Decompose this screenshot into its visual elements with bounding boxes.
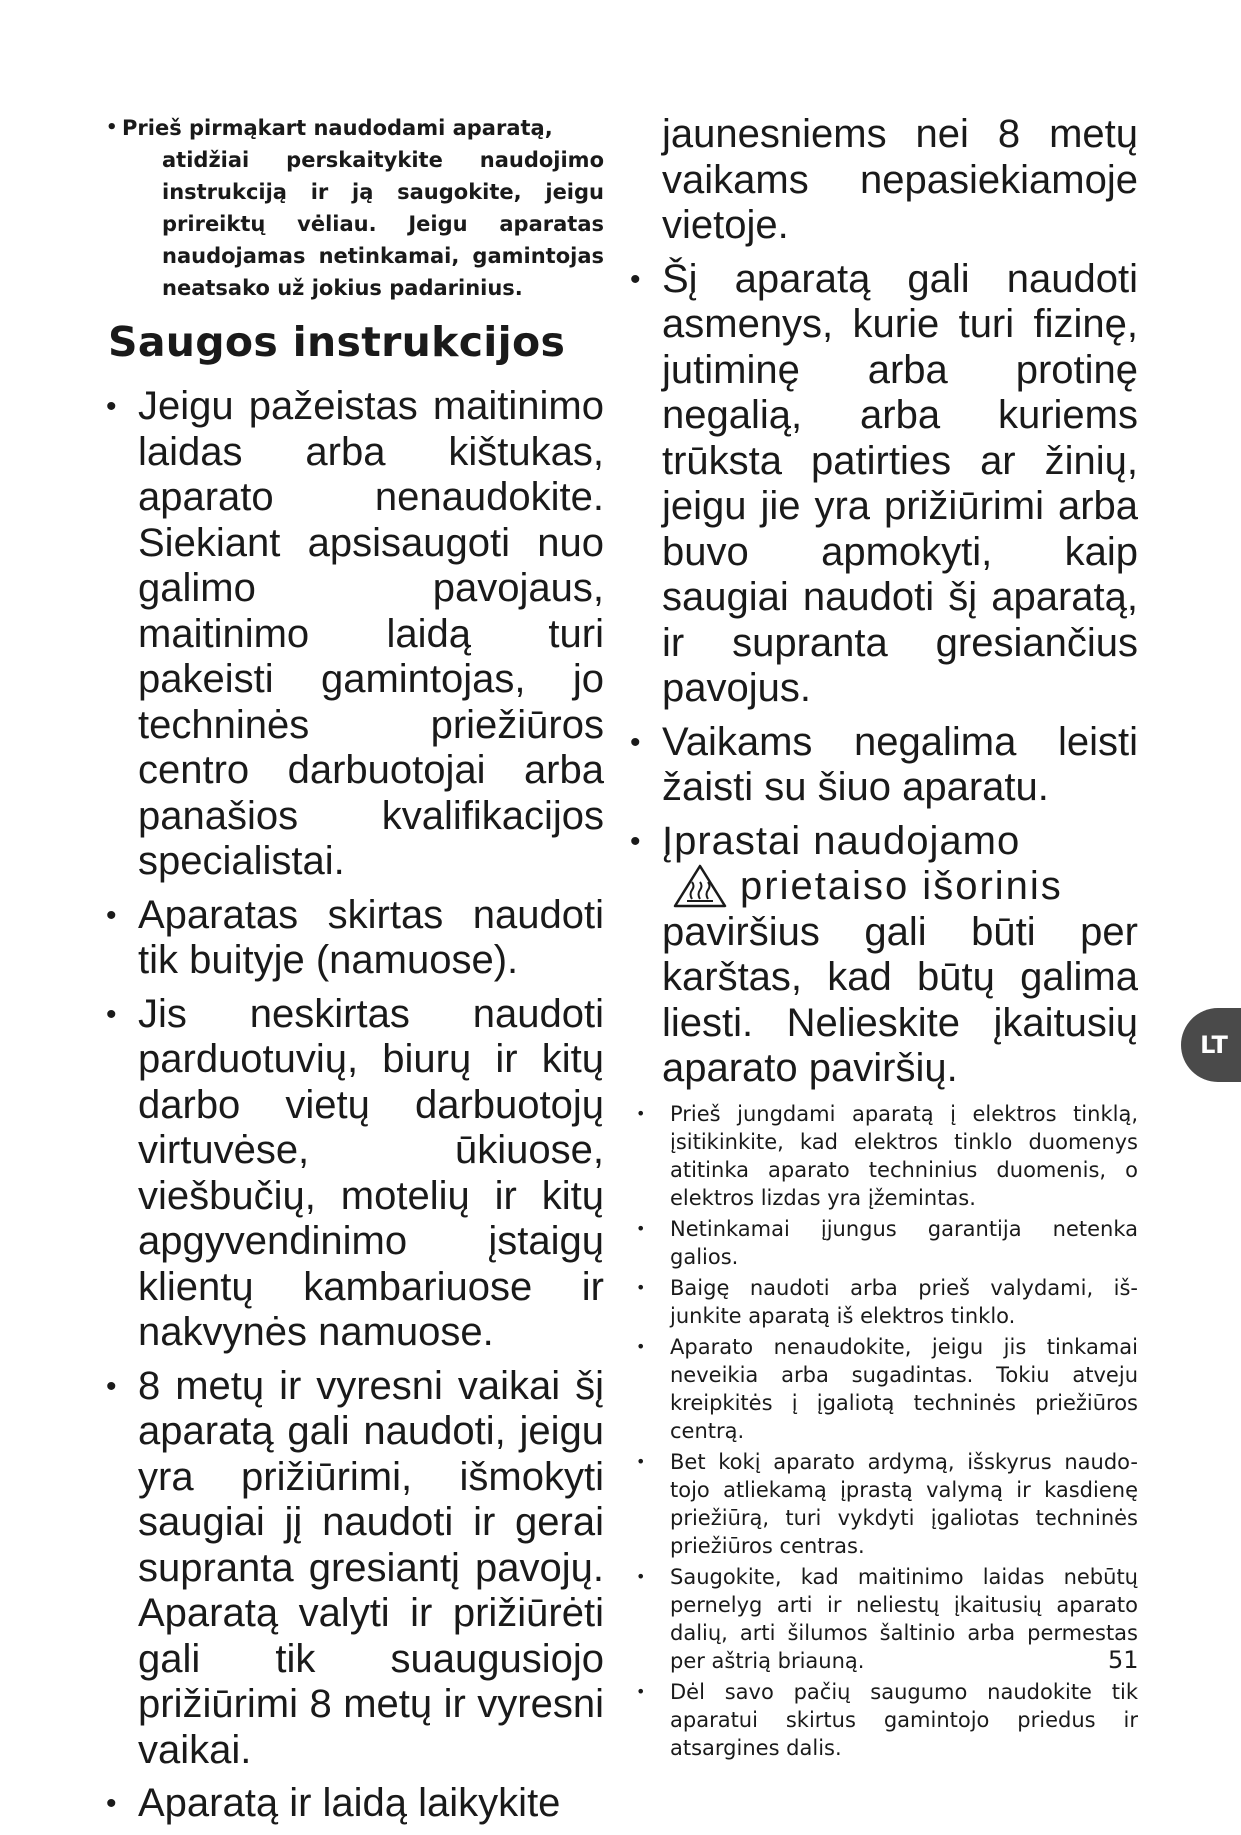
intro-item (106, 112, 604, 304)
list-item-text: Aparatas skirtas naudoti tik buityje (namuose). (138, 892, 604, 982)
left-column (106, 112, 604, 1835)
list-item-text: Vaikams negalima leisti žaisti su šiuo aparatu. (662, 719, 1138, 809)
list-item-text: Aparatą ir laidą laikykite (138, 1781, 561, 1825)
list-item (630, 257, 1138, 712)
list-item-hot-surface (630, 819, 1138, 1092)
hot-item-rest: paviršius gali būti per karštas, kad būtų galima liesti. Nelieskite įkaitusių aparato paviršių. (662, 909, 1138, 1090)
list-item (106, 1364, 604, 1774)
bullet: • (106, 1369, 117, 1403)
list-item (106, 893, 604, 984)
list-item-text: Netinkamai įjungus garantija netenka galios. (670, 1216, 1138, 1269)
bullet: • (106, 898, 117, 932)
list-item-text: jaunesniems nei 8 metų vaikams nepasiekiamoje vietoje. (662, 112, 1138, 247)
list-item-text: Šį aparatą gali naudoti asmenys, kurie turi fizinę, jutiminę arba protinę negalią, arba kuriems trūksta patirties ar žinių, jeigu jie yra prižiūrimi arba buvo apmokyti, kaip saugiai naudoti šį aparatą, ir supranta gresiančius pavojus. (662, 256, 1138, 710)
bullet: • (636, 1277, 646, 1297)
list-item (106, 1781, 604, 1827)
list-item (106, 992, 604, 1356)
bullet: • (106, 117, 118, 138)
hot-item-line1: Įprastai naudojamo (662, 818, 1021, 863)
list-item (630, 1100, 1138, 1212)
language-tab: LT (1181, 1008, 1241, 1082)
bullet: • (636, 1681, 646, 1701)
bullet: • (636, 1451, 646, 1471)
bullet: • (636, 1218, 646, 1238)
list-item-text: 8 metų ir vyresni vaikai šį aparatą gali naudoti, jeigu yra prižiūrimi, išmokyti saugiai jį naudoti ir gerai supranta gresiantį pavojų. Aparatą valyti ir prižiūrėti gali tik suaugusiojo prižiūrimi 8 metų ir vyresni vaikai. (138, 1363, 604, 1772)
safety-list-small (630, 1100, 1138, 1762)
list-item-text: Jis neskirtas naudoti parduotuvių, biurų ir kitų darbo vietų darbuotojų virtuvėse, ūkiuose, viešbučių, motelių ir kitų apgyvendinimo įstaigų klientų kambariuose ir nakvynės namuose. (138, 991, 604, 1354)
bullet: • (106, 390, 117, 423)
list-item-text: Jeigu pažeistas maitinimo laidas arba kištukas, aparato nenaudokite. Siekiant apsisaugoti nuo galimo pavojaus, maitinimo laidą turi pakeisti gamintojas, jo techninės priežiūros centro darbuotojai arba panašios kvalifikacijos specialistai. (138, 384, 604, 883)
list-item-continuation (630, 112, 1138, 249)
bullet: • (630, 824, 641, 858)
bullet: • (106, 997, 117, 1031)
list-item-text: Dėl savo pačių saugumo naudokite tik aparatui skirtus gamintojo priedus ir atsargines dalis. (670, 1679, 1138, 1760)
section-heading: Saugos instrukcijos (108, 318, 566, 366)
list-item-text: Bet kokį aparato ardymą, išskyrus naudo- tojo atliekamą įprastą valymą ir kasdienę priežiūrą, turi vykdyti įgaliotas techninės priežiūros centras. (670, 1449, 1138, 1558)
right-column (630, 112, 1138, 1765)
safety-list-right (630, 112, 1138, 1092)
intro-first-line: Prieš pirmąkart naudodami aparatą, (122, 116, 553, 140)
list-item (630, 1678, 1138, 1762)
list-item-text: Baigę naudoti arba prieš valydami, iš- junkite aparatą iš elektros tinklo. (670, 1275, 1138, 1328)
list-item (630, 1274, 1138, 1330)
bullet: • (630, 262, 641, 296)
intro-rest: atidžiai perskaitykite naudojimo instrukciją ir ją saugokite, jeigu prireiktų vėliau. Jeigu aparatas naudojamas netinkamai, gamintojas neatsako už jokius padarinius. (162, 148, 604, 300)
hot-surface-warning-icon (672, 863, 728, 909)
bullet: • (630, 725, 641, 759)
list-item (630, 1448, 1138, 1560)
page-number: 51 (1108, 1646, 1139, 1674)
list-item-text: Prieš jungdami aparatą į elektros tinklą, įsitikinkite, kad elektros tinklo duomenys atitinka aparato techninius duomenis, o elektros lizdas yra įžemintas. (670, 1101, 1138, 1210)
bullet: • (106, 1787, 117, 1820)
safety-list-left (106, 384, 604, 1827)
list-item (106, 384, 604, 885)
list-item (630, 720, 1138, 811)
list-item (630, 1563, 1138, 1675)
bullet: • (636, 1566, 646, 1586)
intro-list (106, 112, 604, 304)
list-item (630, 1333, 1138, 1445)
bullet: • (636, 1103, 646, 1123)
list-item-text: Saugokite, kad maitinimo laidas nebūtų pernelyg arti ir neliestų įkaitusių aparato dalių, arti šilumos šaltinio arba permestas per aštrią briauną. (670, 1564, 1138, 1673)
list-item-text: Aparato nenaudokite, jeigu jis tinkamai neveikia arba sugadintas. Tokiu atveju kreipkitės į įgaliotą techninės priežiūros centrą. (670, 1334, 1138, 1443)
hot-item-line2: prietaiso išorinis (740, 864, 1063, 908)
bullet: • (636, 1336, 646, 1356)
list-item (630, 1215, 1138, 1271)
